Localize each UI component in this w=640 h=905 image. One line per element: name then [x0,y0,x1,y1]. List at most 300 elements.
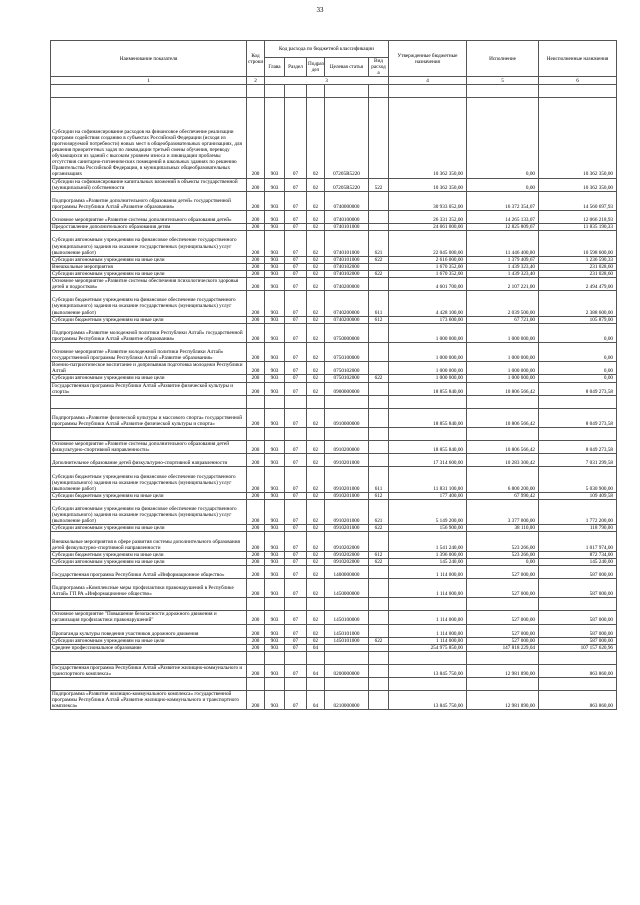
row-razdel: 07 [285,256,307,263]
row-executed: 10 806 566,42 [467,382,539,395]
row-glava: 903 [265,270,285,277]
row-unexecuted: 10 598 600,00 [539,231,617,256]
header-execution: Исполнение [467,41,539,77]
row-executed: 67 990,42 [467,492,539,499]
table-row [51,454,617,467]
row-expense-type: 612 [369,492,389,499]
row-target-article: 0750102000 [325,375,369,382]
row-name: Субсидии автономным учреждениям на иные цели [51,558,247,565]
row-unexecuted: 8 049 273,58 [539,408,617,427]
row-glava: 903 [265,362,285,375]
row-code: 200 [247,256,265,263]
row-unexecuted: 12 066 218,93 [539,211,617,224]
row-target-article: 0740101000 [325,256,369,263]
row-razdel: 07 [285,178,307,191]
row-code: 200 [247,291,265,316]
table-row [51,270,617,277]
row-razdel: 07 [285,98,307,178]
row-glava: 903 [265,408,285,427]
row-expense-type [369,408,389,427]
row-name: Подпрограмма «Развитие жилищно-коммунального комплекса» государственной программы Республики Алтай «Развитие жилищно-коммунального и транспортного комплекса» [51,691,247,710]
table-row [51,178,617,191]
row-approved: 1 000 000,00 [389,323,467,342]
row-approved: 10 362 350,00 [389,98,467,178]
table-row [51,499,617,524]
row-expense-type [369,579,389,598]
row-code: 200 [247,342,265,361]
row-approved: 4 601 700,00 [389,278,467,291]
row-expense-type: 612 [369,316,389,323]
row-podrazdel: 02 [307,270,325,277]
row-unexecuted: 145 240,00 [539,558,617,565]
row-expense-type: 622 [369,558,389,565]
row-glava: 903 [265,492,285,499]
row-name: Субсидии на софинансирование расходов на финансовое обеспечение реализации программ содействия созданию в субъектах Российской Федерации (исходя из прогнозируемой потребности) новых мест в общеобразовательных организациях, для решения приоритетных задач по ликвидации третьей смены обучения, переводу обучающихся из зданий с высоким уровнем износа и ликвидации проблемы отсутствия санитарно-гигиенических помещений в школьных зданиях по решению Правительства Российской Федерации, в муниципальных общеобразовательных организациях [51,98,247,178]
row-name: Субсидии автономным учреждениям на иные цели [51,270,247,277]
header-approved: Утвержденные бюджетные назначения [389,41,467,77]
row-podrazdel: 02 [307,611,325,624]
row-target-article: 0740101000 [325,231,369,256]
index-cell: 2 [247,77,265,85]
row-target-article: 0750102000 [325,362,369,375]
row-expense-type [369,323,389,342]
table-row [51,316,617,323]
index-cell: 5 [467,77,539,85]
row-expense-type [369,263,389,270]
row-target-article: 07205R5220 [325,178,369,191]
row-executed: 2 107 221,00 [467,278,539,291]
row-executed: 1 439 323,40 [467,263,539,270]
row-target-article: 0750000000 [325,323,369,342]
table-row [51,644,617,651]
row-expense-type [369,691,389,710]
row-target-article: 1450100000 [325,611,369,624]
row-name: Субсидии бюджетным учреждениям на финансовое обеспечение государственного (муниципального) задания на оказание государственных (муниципальных) услуг (выполнение работ) [51,291,247,316]
row-unexecuted: 1 236 590,33 [539,256,617,263]
row-podrazdel: 02 [307,467,325,492]
row-name: Государственная программа Республики Алтай «Развитие жилищно-коммунального и транспортного комплекса» [51,664,247,677]
row-code: 200 [247,565,265,578]
row-approved: 1 541 240,00 [389,532,467,551]
row-approved: 156 900,00 [389,525,467,532]
row-name: Субсидии автономным учреждениям на иные цели [51,525,247,532]
row-approved: 254 975 850,00 [389,644,467,651]
row-glava: 903 [265,499,285,524]
row-target-article: 0740102000 [325,263,369,270]
row-name: Субсидии автономным учреждениям на иные цели [51,637,247,644]
row-glava: 903 [265,191,285,210]
row-approved: 145 240,00 [389,558,467,565]
row-razdel: 07 [285,224,307,231]
index-cell: 1 [51,77,247,85]
row-name: Подпрограмма «Развитие молодежной политики Республики Алтай» государственной программы Республики Алтай «Развитие образования» [51,323,247,342]
row-target-article: 0910201000 [325,492,369,499]
row-glava: 903 [265,467,285,492]
header-row-code: Код строки [247,41,265,77]
row-name: Военно-патриотическое воспитание и допризывная подготовка молодежи Республики Алтай [51,362,247,375]
table-row [51,278,617,291]
row-executed: 6 800 200,00 [467,467,539,492]
row-name: Субсидии автономным учреждениям на иные цели [51,375,247,382]
table-row [51,256,617,263]
row-expense-type [369,644,389,651]
row-unexecuted: 231 028,60 [539,270,617,277]
row-approved: 1 000 000,00 [389,362,467,375]
row-approved: 22 045 000,00 [389,231,467,256]
row-expense-type [369,565,389,578]
table-row [51,441,617,454]
row-executed: 12 981 890,00 [467,691,539,710]
row-code: 200 [247,525,265,532]
table-row [51,211,617,224]
table-row [51,664,617,677]
row-executed: 527 000,00 [467,624,539,637]
row-expense-type: 621 [369,499,389,524]
row-code: 200 [247,624,265,637]
row-razdel: 07 [285,291,307,316]
row-executed: 10 283 300,42 [467,454,539,467]
row-executed: 10 806 566,42 [467,441,539,454]
row-approved: 1 114 000,00 [389,579,467,598]
header-expense-type: Вид расход а [369,58,389,77]
row-name: Внешкольные мероприятия в сфере развития системы дополнительного образования детей физкультурно-спортивной направленности [51,532,247,551]
row-executed: 0,00 [467,178,539,191]
row-unexecuted: 107 157 620,96 [539,644,617,651]
row-razdel: 07 [285,565,307,578]
row-razdel: 07 [285,525,307,532]
row-podrazdel: 02 [307,492,325,499]
row-glava: 903 [265,382,285,395]
row-executed: 527 000,00 [467,579,539,598]
table-row [51,492,617,499]
row-razdel: 07 [285,211,307,224]
row-unexecuted: 863 860,00 [539,691,617,710]
row-podrazdel: 02 [307,532,325,551]
row-approved: 177 400,00 [389,492,467,499]
table-row [51,408,617,427]
row-code: 200 [247,382,265,395]
row-podrazdel: 02 [307,98,325,178]
table-row [51,467,617,492]
row-executed: 527 000,00 [467,565,539,578]
row-name: Субсидии автономным учреждениям на иные цели [51,256,247,263]
row-target-article: 0740100000 [325,211,369,224]
row-glava: 903 [265,342,285,361]
row-podrazdel: 02 [307,256,325,263]
row-target-article: 1450101000 [325,637,369,644]
row-executed: 1 000 000,00 [467,342,539,361]
row-code: 200 [247,178,265,191]
row-target-article: 0910201000 [325,467,369,492]
row-name: Пропаганда культуры поведения участников дорожного движения [51,624,247,637]
row-name: Субсидии автономным учреждениям на финансовое обеспечение государственного (муниципального) задания на оказание государственных (муниципальных) услуг (выполнение работ) [51,231,247,256]
row-executed: 0,00 [467,98,539,178]
row-code: 200 [247,637,265,644]
row-unexecuted: 863 860,00 [539,664,617,677]
row-executed: 523 266,00 [467,551,539,558]
row-expense-type: 622 [369,525,389,532]
row-unexecuted: 109 409,58 [539,492,617,499]
row-unexecuted: 587 000,00 [539,579,617,598]
row-razdel: 07 [285,664,307,677]
row-code: 200 [247,362,265,375]
row-glava: 903 [265,611,285,624]
row-expense-type [369,362,389,375]
row-approved: 173 600,00 [389,316,467,323]
row-target-article: 0200000000 [325,664,369,677]
row-glava: 903 [265,664,285,677]
row-code: 200 [247,558,265,565]
row-target-article: 0910201000 [325,499,369,524]
row-executed: 11 446 400,00 [467,231,539,256]
row-razdel: 07 [285,611,307,624]
row-razdel: 07 [285,263,307,270]
table-row [51,191,617,210]
row-razdel: 07 [285,454,307,467]
row-razdel: 07 [285,644,307,651]
row-approved: 10 362 350,00 [389,178,467,191]
row-executed: 1 000 000,00 [467,323,539,342]
row-approved: 4 428 100,00 [389,291,467,316]
row-target-article: 0740200000 [325,278,369,291]
row-podrazdel: 02 [307,558,325,565]
row-expense-type [369,611,389,624]
row-podrazdel: 02 [307,551,325,558]
row-unexecuted: 587 000,00 [539,611,617,624]
table-row [51,558,617,565]
row-target-article [325,644,369,651]
row-glava: 903 [265,565,285,578]
row-unexecuted: 1 017 974,00 [539,532,617,551]
row-approved: 1 114 000,00 [389,624,467,637]
row-approved: 1 670 352,00 [389,263,467,270]
table-row [51,565,617,578]
row-razdel: 07 [285,499,307,524]
row-glava: 903 [265,691,285,710]
row-podrazdel: 02 [307,342,325,361]
row-razdel: 07 [285,278,307,291]
row-approved: 1 000 000,00 [389,342,467,361]
row-executed: 527 000,00 [467,611,539,624]
row-razdel: 07 [285,316,307,323]
row-code: 200 [247,408,265,427]
row-name: Субсидии автономным учреждениям на финансовое обеспечение государственного (муниципального) задания на оказание государственных (муниципальных) услуг (выполнение работ) [51,499,247,524]
row-unexecuted: 118 790,00 [539,525,617,532]
row-name: Основное мероприятие «Развитие системы обеспечения психологического здоровья детей и подростков» [51,278,247,291]
row-code: 200 [247,323,265,342]
row-podrazdel: 02 [307,499,325,524]
row-glava: 903 [265,278,285,291]
row-code: 200 [247,231,265,256]
table-row [51,362,617,375]
row-target-article: 1450101000 [325,624,369,637]
row-code: 200 [247,664,265,677]
row-unexecuted: 0,00 [539,362,617,375]
row-unexecuted: 587 000,00 [539,565,617,578]
row-unexecuted: 11 835 190,33 [539,224,617,231]
row-target-article: 0210000000 [325,691,369,710]
row-podrazdel: 02 [307,278,325,291]
row-executed: 1 000 000,00 [467,362,539,375]
row-executed: 1 000 000,00 [467,375,539,382]
row-target-article: 0910200000 [325,441,369,454]
row-approved: 18 855 840,00 [389,408,467,427]
row-glava: 903 [265,624,285,637]
table-row [51,532,617,551]
row-expense-type: 622 [369,270,389,277]
row-glava: 903 [265,323,285,342]
row-code: 200 [247,579,265,598]
row-executed: 67 721,00 [467,316,539,323]
row-glava: 903 [265,551,285,558]
row-glava: 903 [265,224,285,231]
row-code: 200 [247,499,265,524]
row-podrazdel: 02 [307,178,325,191]
row-name: Государственная программа Республики Алтай «Информационное общество» [51,565,247,578]
row-target-article: 0900000000 [325,382,369,395]
row-razdel: 07 [285,375,307,382]
row-podrazdel: 04 [307,644,325,651]
row-expense-type [369,382,389,395]
row-name: Основное мероприятие «Развитие системы дополнительного образования детей» [51,211,247,224]
header-razdel: Раздел [285,58,307,77]
row-code: 200 [247,492,265,499]
row-target-article: 0910201000 [325,454,369,467]
row-glava: 903 [265,98,285,178]
row-razdel: 07 [285,691,307,710]
row-executed: 1 439 323,40 [467,270,539,277]
table-spacer [51,598,617,611]
row-approved: 1 114 000,00 [389,637,467,644]
row-name: Субсидии бюджетным учреждениям на иные цели [51,316,247,323]
row-approved: 1 000 000,00 [389,375,467,382]
row-approved: 1 114 000,00 [389,611,467,624]
row-podrazdel: 02 [307,224,325,231]
row-approved: 26 331 352,00 [389,211,467,224]
row-unexecuted: 0,00 [539,342,617,361]
row-glava: 903 [265,316,285,323]
header-unexecuted: Неисполненные назначения [539,41,617,77]
row-expense-type [369,98,389,178]
row-name: Предоставление дополнительного образования детям [51,224,247,231]
row-razdel: 07 [285,558,307,565]
budget-table [50,40,617,710]
row-podrazdel: 02 [307,362,325,375]
row-podrazdel: 02 [307,211,325,224]
row-glava: 903 [265,637,285,644]
row-podrazdel: 02 [307,454,325,467]
row-code: 200 [247,211,265,224]
row-executed: 527 000,00 [467,637,539,644]
row-executed: 523 266,00 [467,532,539,551]
row-expense-type [369,441,389,454]
row-unexecuted: 2 388 600,00 [539,291,617,316]
row-unexecuted: 105 879,00 [539,316,617,323]
row-executed: 12 981 890,00 [467,664,539,677]
row-razdel: 07 [285,362,307,375]
row-expense-type: 612 [369,551,389,558]
row-approved: 1 396 000,00 [389,551,467,558]
row-unexecuted: 10 362 350,00 [539,98,617,178]
row-glava: 903 [265,178,285,191]
row-razdel: 07 [285,579,307,598]
row-expense-type: 611 [369,291,389,316]
row-name: Субсидии на софинансирование капитальных вложений в объекты государственной (муниципальной) собственности [51,178,247,191]
row-razdel: 07 [285,270,307,277]
row-razdel: 07 [285,492,307,499]
row-razdel: 07 [285,441,307,454]
row-glava: 903 [265,256,285,263]
row-code: 200 [247,454,265,467]
row-podrazdel: 02 [307,525,325,532]
table-row [51,579,617,598]
row-executed: 38 110,00 [467,525,539,532]
row-expense-type [369,342,389,361]
row-glava: 903 [265,532,285,551]
row-unexecuted: 0,00 [539,323,617,342]
row-approved: 24 661 000,00 [389,224,467,231]
header-budget-classification: Код расхода по бюджетной классификации [265,41,389,58]
row-target-article: 0750100000 [325,342,369,361]
row-target-article: 07205R5220 [325,98,369,178]
row-code: 200 [247,644,265,651]
row-executed: 147 818 229,04 [467,644,539,651]
row-approved: 1 114 000,00 [389,565,467,578]
row-approved: 1 670 352,00 [389,270,467,277]
row-podrazdel: 04 [307,664,325,677]
row-podrazdel: 02 [307,191,325,210]
row-razdel: 07 [285,408,307,427]
row-target-article: 1400000000 [325,565,369,578]
row-podrazdel: 02 [307,291,325,316]
row-razdel: 07 [285,382,307,395]
row-approved: 17 314 600,00 [389,454,467,467]
row-podrazdel: 02 [307,316,325,323]
table-spacer [51,395,617,408]
row-podrazdel: 02 [307,382,325,395]
row-approved: 13 845 750,00 [389,691,467,710]
row-expense-type [369,224,389,231]
row-podrazdel: 02 [307,565,325,578]
row-unexecuted: 10 362 350,00 [539,178,617,191]
row-razdel: 07 [285,231,307,256]
table-row [51,611,617,624]
row-target-article: 0740000000 [325,191,369,210]
row-razdel: 07 [285,637,307,644]
row-glava: 903 [265,579,285,598]
row-expense-type: 611 [369,467,389,492]
row-executed: 16 372 354,07 [467,191,539,210]
row-name: Субсидии бюджетным учреждениям на иные цели [51,492,247,499]
row-name: Подпрограмма «Развитие физической культуры и массового спорта» государственной программы Республики Алтай «Развитие физической культуры и спорта» [51,408,247,427]
row-glava: 903 [265,263,285,270]
row-approved: 30 933 052,00 [389,191,467,210]
row-executed: 14 265 133,07 [467,211,539,224]
row-unexecuted: 1 772 200,00 [539,499,617,524]
row-target-article: 0910202000 [325,551,369,558]
table-row [51,525,617,532]
row-name: Подпрограмма «Развитие дополнительного образования детей» государственной программы Республики Алтай «Развитие образования» [51,191,247,210]
row-code: 200 [247,270,265,277]
row-code: 200 [247,98,265,178]
row-expense-type: 522 [369,178,389,191]
row-expense-type [369,211,389,224]
table-row [51,691,617,710]
row-razdel: 07 [285,467,307,492]
page-number: 33 [316,6,324,14]
table-spacer [51,678,617,691]
row-code: 200 [247,551,265,558]
